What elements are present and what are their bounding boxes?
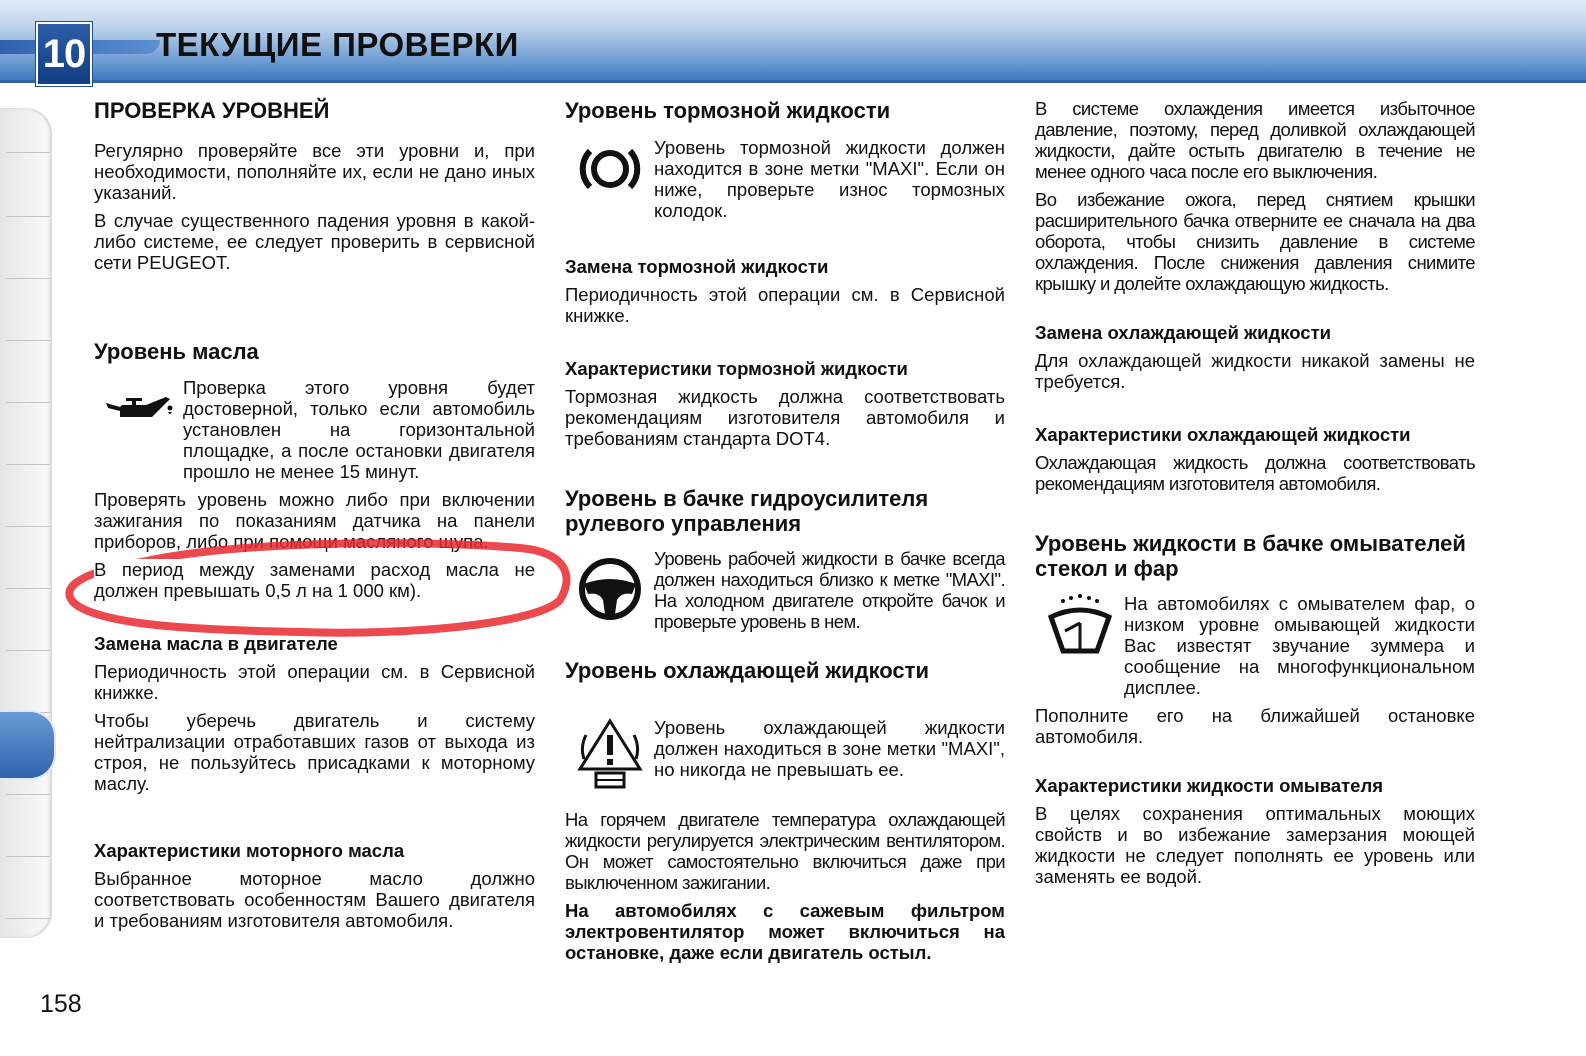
side-tab-divider (6, 464, 50, 465)
brake-level-text: Уровень тормозной жидкости должен находится в зоне метки "MAXI". Если он ниже, проверьте износ тормозных колодок. (654, 137, 1005, 221)
side-tab-divider (6, 794, 50, 795)
intro-paragraph: В случае существенного падения уровня в какой-либо системе, ее следует проверить в сервисной сети PEUGEOT. (94, 210, 535, 273)
oil-change-paragraph: Периодичность этой операции см. в Сервисной книжке. (94, 661, 535, 703)
oil-consumption-paragraph: В период между заменами расход масла не должен превышать 0,5 л на 1 000 км). (94, 559, 535, 601)
heading-coolant-specs: Характеристики охлаждающей жидкости (1035, 424, 1411, 445)
page-number: 158 (40, 990, 82, 1018)
oil-level-paragraph: Проверять уровень можно либо при включении зажигания по показаниям датчика на панели приборов, либо при помощи масляного щупа. (94, 489, 535, 552)
oil-can-icon (94, 377, 183, 482)
chapter-side-tabs (0, 108, 52, 938)
steering-wheel-icon (565, 548, 654, 632)
coolant-warning-icon (565, 717, 654, 789)
column-1 (94, 98, 535, 931)
heading-oil-change: Замена масла в двигателе (94, 633, 338, 654)
chapter-number: 10 (42, 31, 86, 76)
chapter-number-badge (36, 22, 92, 86)
brake-specs-paragraph: Тормозная жидкость должна соответствовать рекомендациям изготовителя автомобиля и требованиям стандарта DOT4. (565, 386, 1005, 449)
side-tab-divider (6, 918, 50, 919)
oil-level-block (94, 377, 535, 482)
oil-change-paragraph: Чтобы уберечь двигатель и систему нейтрализации отработавших газов от выхода из строя, не пользуйтесь присадками к моторному маслу. (94, 710, 535, 794)
side-tab-divider (6, 588, 50, 589)
brake-change-paragraph: Периодичность этой операции см. в Сервисной книжке. (565, 284, 1005, 326)
washer-specs-paragraph: В целях сохранения оптимальных моющих свойств и во избежание замерзания моющей жидкости не следует пополнять ее уровень или заменять ее водой. (1035, 803, 1475, 887)
column-3 (1035, 98, 1475, 887)
coolant-pressure-paragraph: В системе охлаждения имеется избыточное давление, поэтому, перед доливкой охлаждающей жидкости, дайте остыть двигателю в течение не менее одного часа после его выключения. (1035, 98, 1475, 182)
side-tab-divider (6, 152, 50, 153)
heading-brake-level: Уровень тормозной жидкости (565, 98, 891, 123)
heading-coolant-change: Замена охлаждающей жидкости (1035, 322, 1332, 343)
active-chapter-tab (0, 712, 54, 778)
washer-level-text: На автомобилях с омывателем фар, о низком уровне омывающей жидкости Вас известят звучание зуммера и сообщение на многофункциональном дисплее. (1124, 593, 1475, 698)
intro-paragraph: Регулярно проверяйте все эти уровни и, при необходимости, пополняйте их, если не дано иных указаний. (94, 140, 535, 203)
heading-steering-level: Уровень в бачке гидроусилителя рулевого управления (565, 486, 929, 536)
coolant-warning-paragraph: На автомобилях с сажевым фильтром электровентилятор может включиться на остановке, даже если двигатель остыл. (565, 900, 1005, 963)
section-title-level-check: ПРОВЕРКА УРОВНЕЙ (94, 98, 330, 123)
brake-warning-icon (565, 137, 654, 221)
heading-brake-specs: Характеристики тормозной жидкости (565, 358, 908, 379)
side-tab-divider (6, 526, 50, 527)
coolant-fan-paragraph: На горячем двигателе температура охлаждающей жидкости регулируется электрическим вентилятором. Он может самостоятельно включиться даже при выключенном зажигании. (565, 809, 1005, 893)
side-tab-divider (6, 216, 50, 217)
heading-washer-level: Уровень жидкости в бачке омывателей стекол и фар (1035, 531, 1466, 581)
steering-level-text: Уровень рабочей жидкости в бачке всегда должен находиться близко к метке "MAXI". На холодном двигателе откройте бачок и проверьте уровень в нем. (654, 548, 1005, 632)
side-tab-divider (6, 856, 50, 857)
washer-refill-paragraph: Пополните его на ближайшей остановке автомобиля. (1035, 705, 1475, 747)
column-2 (565, 98, 1005, 963)
steering-level-block (565, 548, 1005, 632)
coolant-cap-paragraph: Во избежание ожога, перед снятием крышки расширительного бачка отверните ее сначала на два оборота, чтобы снизить давление в системе охлаждения. После снижения давления снимите крышку и долейте охлаждающую жидкость. (1035, 189, 1475, 294)
heading-coolant-level: Уровень охлаждающей жидкости (565, 658, 929, 683)
heading-oil-specs: Характеристики моторного масла (94, 840, 405, 861)
heading-brake-change: Замена тормозной жидкости (565, 256, 829, 277)
heading-washer-specs: Характеристики жидкости омывателя (1035, 775, 1384, 796)
coolant-change-paragraph: Для охлаждающей жидкости никакой замены не требуется. (1035, 350, 1475, 392)
coolant-level-text: Уровень охлаждающей жидкости должен находиться в зоне метки "MAXI", но никогда не превышать ее. (654, 717, 1005, 780)
coolant-level-block (565, 717, 1005, 789)
side-tab-divider (6, 340, 50, 341)
brake-level-block (565, 137, 1005, 221)
side-tab-divider (6, 278, 50, 279)
washer-level-block (1035, 593, 1475, 698)
oil-level-text: Проверка этого уровня будет достоверной, только если автомобиль установлен на горизонтальной площадке, а после остановки двигателя прошло не менее 15 минут. (183, 377, 535, 482)
side-tab-divider (6, 650, 50, 651)
heading-oil-level: Уровень масла (94, 339, 259, 364)
washer-fluid-icon (1035, 593, 1124, 698)
chapter-title: ТЕКУЩИЕ ПРОВЕРКИ (156, 26, 519, 63)
coolant-specs-paragraph: Охлаждающая жидкость должна соответствовать рекомендациям изготовителя автомобиля. (1035, 452, 1475, 494)
oil-specs-paragraph: Выбранное моторное масло должно соответствовать особенностям Вашего двигателя и требованиям изготовителя автомобиля. (94, 868, 535, 931)
side-tab-divider (6, 402, 50, 403)
